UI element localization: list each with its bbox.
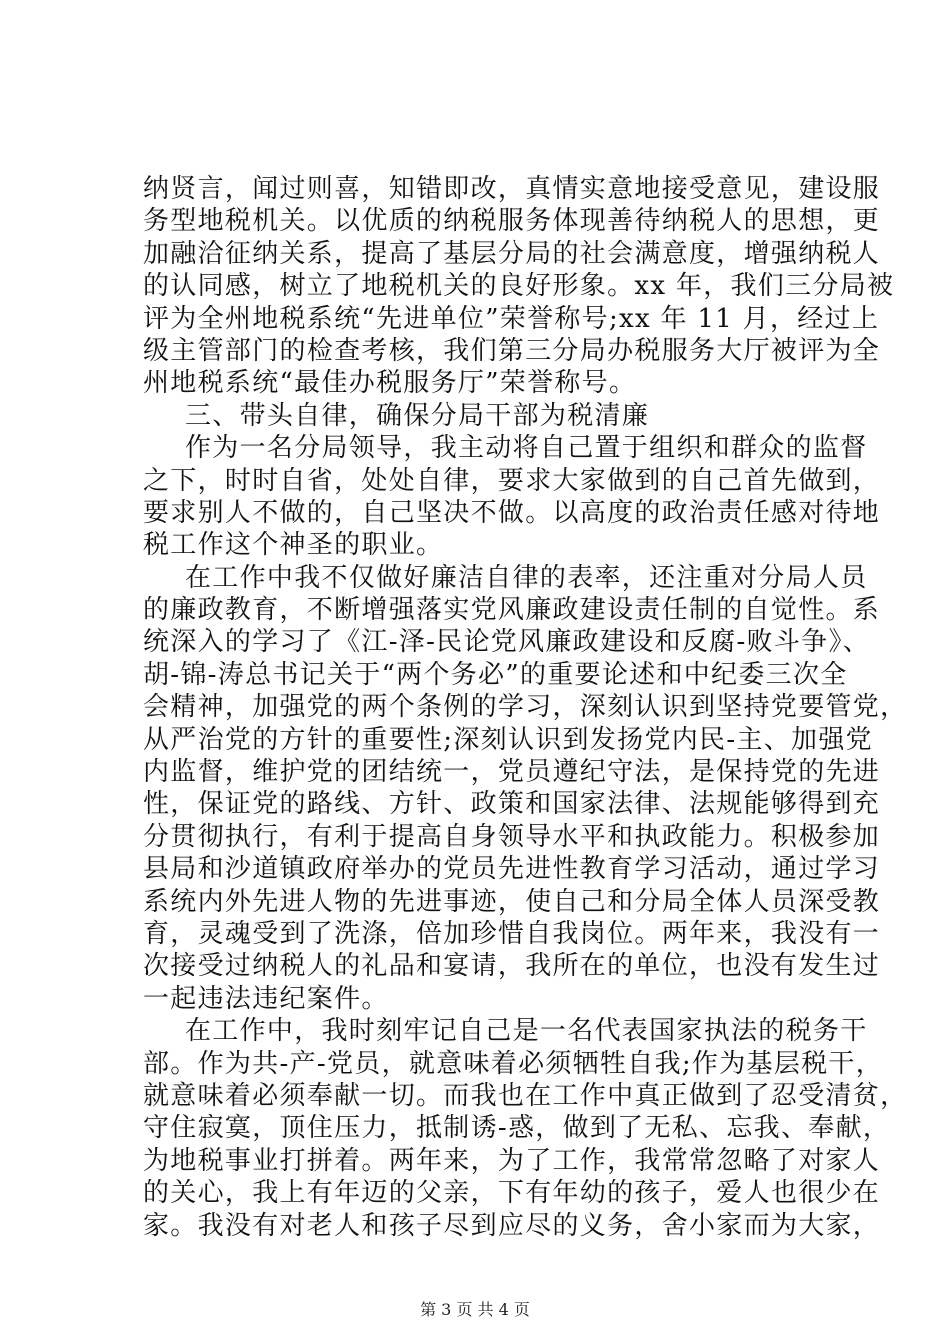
text-line: 育，灵魂受到了洗涤，倍加珍惜自我岗位。两年来，我没有一 — [143, 918, 881, 949]
text-line: 评为全州地税系统“先进单位”荣誉称号;xx 年 11 月，经过上 — [143, 303, 880, 334]
text-line: 纳贤言，闻过则喜，知错即改，真情实意地接受意见，建设服 — [143, 174, 881, 204]
text-line: 部。作为共-产-党员，就意味着必须牺牲自我;作为基层税干， — [143, 1048, 884, 1079]
text-line: 守住寂寞，顶住压力，抵制诱-惑，做到了无私、忘我、奉献， — [143, 1113, 891, 1144]
text-line: 级主管部门的检查考核，我们第三分局办税服务大厅被评为全 — [143, 335, 881, 366]
text-line: 统深入的学习了《江-泽-民论党风廉政建设和反腐-败斗争》、 — [143, 627, 871, 658]
page-number: 第 3 页 共 4 页 — [420, 1300, 530, 1319]
text-line: 内监督，维护党的团结统一，党员遵纪守法，是保持党的先进 — [143, 757, 881, 788]
text-line: 税工作这个神圣的职业。 — [143, 530, 444, 561]
text-line: 性，保证党的路线、方针、政策和国家法律、法规能够得到充 — [143, 789, 881, 820]
text-line: 的廉政教育，不断增强落实党风廉政建设责任制的自觉性。系 — [143, 595, 881, 626]
text-line: 要求别人不做的，自己坚决不做。以高度的政治责任感对待地 — [143, 497, 881, 528]
text-line: 加融洽征纳关系，提高了基层分局的社会满意度，增强纳税人 — [143, 238, 881, 269]
section-heading: 三、带头自律，确保分局干部为税清廉 — [185, 400, 650, 431]
text-line: 一起违法违纪案件。 — [143, 983, 389, 1014]
text-line: 州地税系统“最佳办税服务厅”荣誉称号。 — [143, 368, 637, 399]
body-text — [143, 173, 908, 1242]
text-line: 会精神，加强党的两个条例的学习，深刻认识到坚持党要管党， — [143, 692, 908, 723]
text-line: 为地税事业打拼着。两年来，为了工作，我常常忽略了对家人 — [143, 1145, 881, 1176]
text-line: 分贯彻执行，有利于提高自身领导水平和执政能力。积极参加 — [143, 821, 881, 852]
text-line: 系统内外先进人物的先进事迹，使自己和分局全体人员深受教 — [143, 886, 881, 917]
page-footer — [0, 1300, 950, 1320]
text-line: 在工作中我不仅做好廉洁自律的表率，还注重对分局人员 — [185, 562, 868, 593]
text-line: 从严治党的方针的重要性;深刻认识到发扬党内民-主、加强党 — [143, 724, 873, 755]
text-line: 家。我没有对老人和孩子尽到应尽的义务，舍小家而为大家， — [143, 1210, 881, 1241]
text-line: 在工作中，我时刻牢记自己是一名代表国家执法的税务干 — [185, 1016, 868, 1047]
text-line: 胡-锦-涛总书记关于“两个务必”的重要论述和中纪委三次全 — [143, 659, 848, 690]
text-line: 作为一名分局领导，我主动将自己置于组织和群众的监督 — [185, 433, 868, 464]
text-line: 之下，时时自省，处处自律，要求大家做到的自己首先做到， — [143, 465, 881, 496]
text-line: 的关心，我上有年迈的父亲，下有年幼的孩子，爱人也很少在 — [143, 1178, 881, 1209]
text-line: 次接受过纳税人的礼品和宴请，我所在的单位，也没有发生过 — [143, 951, 881, 982]
text-line: 县局和沙道镇政府举办的党员先进性教育学习活动，通过学习 — [143, 854, 881, 885]
text-line: 务型地税机关。以优质的纳税服务体现善待纳税人的思想，更 — [143, 206, 881, 237]
text-line: 的认同感，树立了地税机关的良好形象。xx 年，我们三分局被 — [143, 271, 895, 302]
text-line: 就意味着必须奉献一切。而我也在工作中真正做到了忍受清贫， — [143, 1080, 908, 1111]
